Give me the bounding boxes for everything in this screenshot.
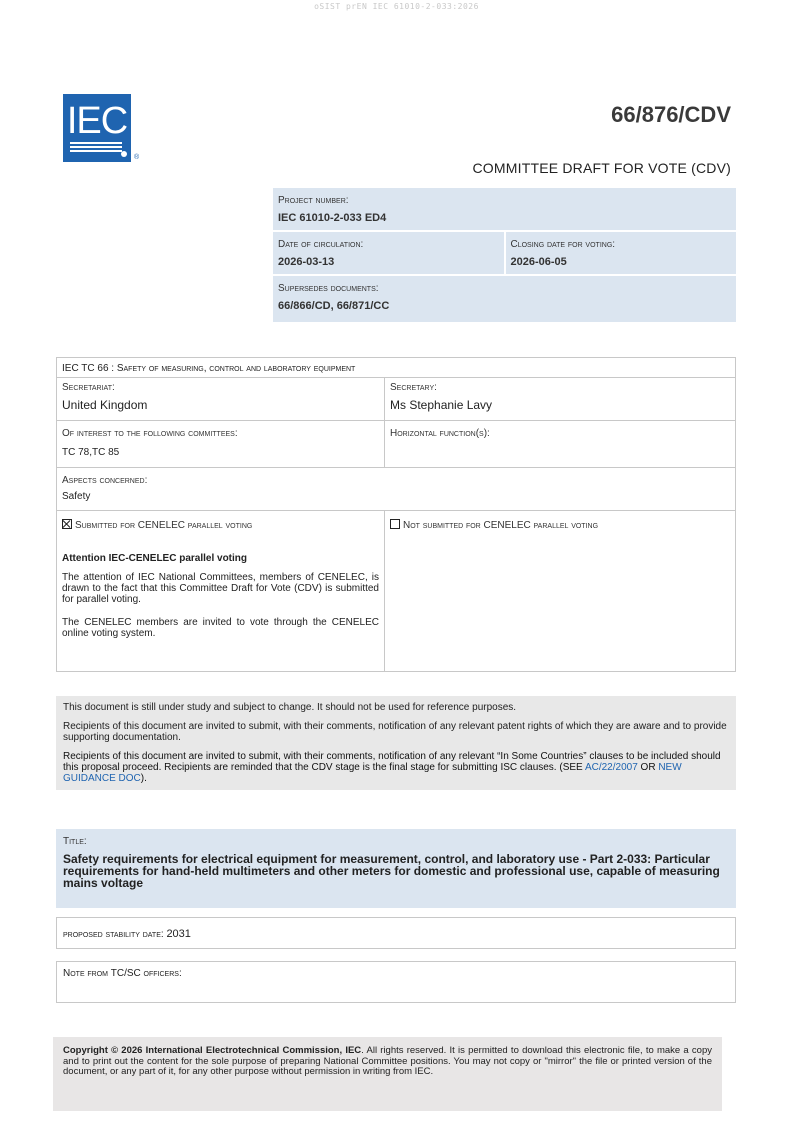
committee-table <box>56 357 736 672</box>
project-label: Project number: <box>278 195 349 206</box>
stability-value: 2031 <box>166 928 191 940</box>
unchecked-checkbox-icon[interactable] <box>390 519 400 529</box>
registered-mark: ® <box>134 154 140 161</box>
closing-cell <box>506 232 737 274</box>
logo-text: IEC <box>66 100 128 142</box>
guidance-link[interactable]: NEW GUIDANCE DOC <box>63 762 682 784</box>
submitted-text-a: Submitted for <box>75 520 138 531</box>
secretariat-label: Secretariat: <box>62 382 115 393</box>
closing-label: Closing date for voting: <box>510 239 616 250</box>
circulation-label: Date of circulation: <box>278 239 364 250</box>
note-label-c: officers: <box>140 968 182 979</box>
closing-value: 2026-06-05 <box>510 256 567 268</box>
secretariat-value: United Kingdom <box>62 398 148 412</box>
supersedes-value: 66/866/CD, 66/871/CC <box>278 300 390 312</box>
interest-cell <box>57 421 385 467</box>
interest-row <box>57 421 735 468</box>
ac-link[interactable]: AC/22/2007 <box>584 762 638 773</box>
project-value: IEC 61010-2-033 ED4 <box>278 212 387 224</box>
logo-dot <box>121 151 127 157</box>
tc-cell <box>57 358 360 377</box>
title-box <box>56 829 736 908</box>
notice-box <box>56 696 736 790</box>
note-label-a: Note from <box>63 968 111 979</box>
interest-value: TC 78,TC 85 <box>62 447 120 458</box>
not-submitted-cell <box>385 511 735 671</box>
document-type: COMMITTEE DRAFT FOR VOTE (CDV) <box>472 160 731 176</box>
tc-name: Safety of measuring, control and laboratory equipment <box>116 363 356 374</box>
notice-or: OR <box>637 762 659 773</box>
secretariat-cell <box>57 378 385 420</box>
not-submitted-text-a: Not submitted for <box>403 520 484 531</box>
submitted-text-b: CENELEC <box>137 520 186 531</box>
interest-label: Of interest to the following committees: <box>62 428 238 439</box>
attention-paragraph-2: The CENELEC members are invited to vote through the CENELEC online voting system. <box>62 617 379 639</box>
submitted-cell <box>57 511 385 671</box>
watermark: oSIST prEN IEC 61010-2-033:2026 <box>314 2 479 11</box>
title-label: Title: <box>63 836 87 847</box>
copyright-text: . All rights reserved. It is permitted to download this electronic file, to make a copy and to print out the content for the sole purpose of preparing National Committee positions. You may not copy or "mirror" the file or printed version of the document, or any part of it, for any other purpose without permission in writing from IEC. <box>63 1045 712 1077</box>
voting-row <box>57 511 735 671</box>
submitted-text-c: parallel voting <box>185 520 253 531</box>
attention-paragraph-1: The attention of IEC National Committees, members of CENELEC, is drawn to the fact that this Committee Draft for Vote (CDV) is submitted for parallel voting. <box>62 572 379 605</box>
horizontal-cell <box>385 421 735 467</box>
secretariat-row <box>57 378 735 421</box>
notice-end: ). <box>140 773 147 784</box>
notice-paragraph-1: This document is still under study and subject to change. It should not be used for reference purposes. <box>63 702 517 713</box>
stability-label: proposed stability date: <box>63 929 167 940</box>
project-info-box <box>273 188 736 322</box>
submitted-option <box>62 519 379 531</box>
notice-paragraph-3-text: Recipients of this document are invited to submit, with their comments, notification of any relevant “In Some Countries” clauses to be included should this proposal proceed. Recipients are reminded that the CDV stage is the final stage for submitting ISC clauses. (SEE <box>63 751 721 773</box>
supersedes-label: Supersedes documents: <box>278 283 379 294</box>
logo-lines <box>70 142 122 154</box>
copyright-box <box>53 1037 722 1111</box>
dates-row <box>273 232 736 276</box>
secretary-cell <box>385 378 735 420</box>
secretary-label: Secretary: <box>390 382 437 393</box>
horizontal-label: Horizontal function(s): <box>390 428 490 439</box>
notice-paragraph-3 <box>63 751 730 784</box>
not-submitted-text-b: CENELEC <box>483 520 531 531</box>
aspects-cell <box>57 468 152 510</box>
aspects-label: Aspects concerned: <box>62 475 148 486</box>
supersedes-row <box>273 276 736 322</box>
aspects-row <box>57 468 735 511</box>
not-submitted-option <box>390 519 730 531</box>
tc-row <box>57 358 735 378</box>
copyright-bold: Copyright © 2026 International Electrotechnical Commission, IEC <box>63 1045 362 1056</box>
not-submitted-text-c: parallel voting <box>530 520 599 531</box>
note-label-b: TC/SC <box>110 968 141 979</box>
aspects-value: Safety <box>62 491 91 502</box>
secretary-value: Ms Stephanie Lavy <box>390 398 493 412</box>
circulation-cell <box>273 232 506 274</box>
iec-logo <box>63 94 131 162</box>
stability-box <box>56 917 736 949</box>
attention-title: Attention IEC-CENELEC parallel voting <box>62 553 248 564</box>
note-box <box>56 961 736 1003</box>
tc-prefix: IEC TC 66 : <box>62 363 117 374</box>
notice-paragraph-2: Recipients of this document are invited to submit, with their comments, notification of any relevant patent rights of which they are aware and to provide supporting documentation. <box>63 721 727 743</box>
circulation-value: 2026-03-13 <box>278 256 335 268</box>
checked-checkbox-icon[interactable] <box>62 519 72 529</box>
project-row <box>273 188 736 232</box>
document-number: 66/876/CDV <box>611 102 731 127</box>
document-title: Safety requirements for electrical equipment for measurement, control, and laboratory use - Part 2-033: Particular requirements for hand-held multimeters and other meters for domestic and professional use, capable of measuring mains voltage <box>63 852 720 890</box>
